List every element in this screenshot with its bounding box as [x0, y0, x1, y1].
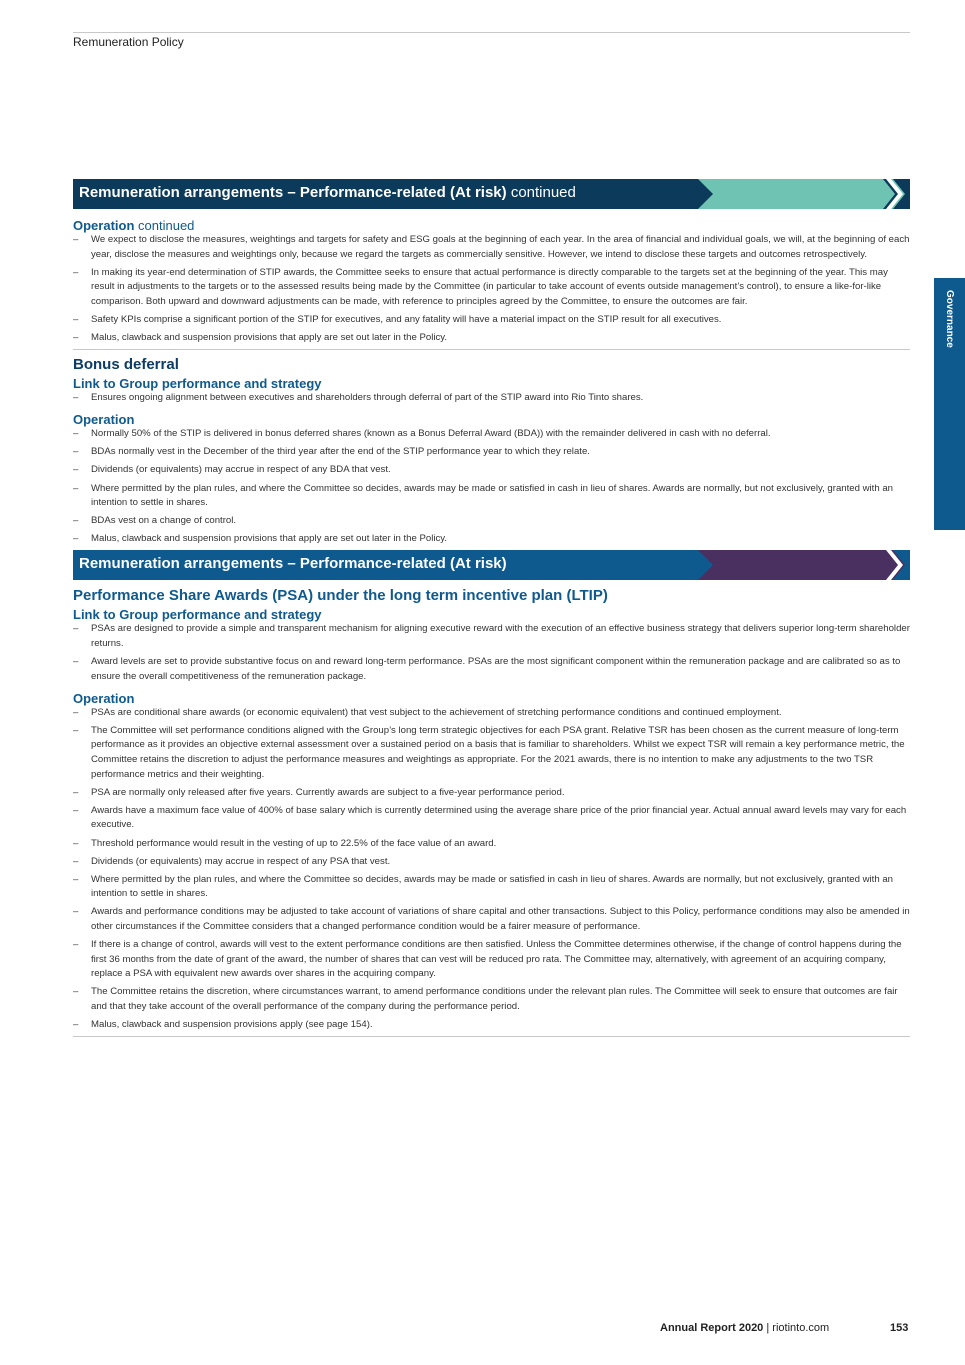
list-item: – We expect to disclose the measures, weightings and targets for safety and ESG goals at the beginning of each year. In the area of financial and individual goals, we will, at the beginning of each year, disclose the measures and weightings only, because we regard the targets as commercially sensitive. However, we intend to disclose these targets and outcomes retrospectively. [73, 233, 910, 262]
operation-continued-heading [73, 218, 910, 233]
list-item: – PSAs are conditional share awards (or economic equivalent) that vest subject to the achievement of stretching performance conditions and continued employment. [73, 706, 910, 721]
banner-title [79, 555, 507, 572]
page-header-title: Remuneration Policy [73, 35, 184, 49]
operation-heading-text: Operation [73, 218, 135, 233]
list-item: – Malus, clawback and suspension provisions apply (see page 154). [73, 1018, 910, 1033]
main-content [73, 179, 910, 1037]
list-item: – Where permitted by the plan rules, and where the Committee so decides, awards may be made or satisfied in cash in lieu of shares. Awards are normally, but not exclusively, granted with an intention to settle in shares. [73, 873, 910, 902]
footer-report-title: Annual Report 2020 [660, 1322, 764, 1334]
banner-performance-related-continued [73, 179, 910, 209]
banner-title-suffix: continued [510, 184, 576, 201]
banner-title-text: Remuneration arrangements – Performance-related (At risk) [79, 184, 507, 201]
bonus-operation-list [73, 427, 910, 547]
page-number: 153 [890, 1322, 909, 1334]
list-item: – Normally 50% of the STIP is delivered in bonus deferred shares (known as a Bonus Deferral Award (BDA)) with the remainder delivered in cash with no deferral. [73, 427, 910, 442]
list-item: – The Committee will set performance conditions aligned with the Group’s long term strategic objectives for each PSA grant. Relative TSR has been chosen as the current measure of long-term performance as it provides an objective external assessment over a sustained period on a basis that is familiar to shareholders. Whilst we expect TSR will remain a key performance metric, the Committee retains the discretion to adjust the performance measures and weightings as appropriate. For the 2021 awards, there is no intention to make any adjustments to the two TSR performance metrics and their weighting. [73, 724, 910, 782]
list-item: – If there is a change of control, awards will vest to the extent performance conditions are then satisfied. Unless the Committee determines otherwise, if the change of control happens during the first 36 months from the date of grant of the award, the number of shares that can vest will be reduced pro rata. The Committee may, alternatively, with agreement of an acquiring company, replace a PSA with equivalent new awards over shares in the acquiring company. [73, 938, 910, 982]
list-item: – PSAs are designed to provide a simple and transparent mechanism for aligning executive reward with the execution of an effective business strategy that delivers superior long-term shareholder returns. [73, 622, 910, 651]
list-item: – Malus, clawback and suspension provisions that apply are set out later in the Policy. [73, 331, 910, 346]
list-item: – Safety KPIs comprise a significant portion of the STIP for executives, and any fatality will have a material impact on the STIP result for all executives. [73, 313, 910, 328]
list-item: – In making its year-end determination of STIP awards, the Committee seeks to ensure that actual performance is directly comparable to the targets set at the beginning of the year. This may result in adjustments to the targets or to the assessed results being made by the Committee (in particular to take account of events outside management’s control), to ensure a like-for-like comparison. Both upward and downward adjustments can be made, with reference to principles agreed by the Committee, to ensure the outcomes are fair. [73, 266, 910, 310]
list-item: – PSA are normally only released after five years. Currently awards are subject to a five-year performance period. [73, 786, 910, 801]
banner-title [79, 184, 576, 201]
banner-performance-related [73, 550, 910, 580]
list-item: – Awards have a maximum face value of 400% of base salary which is currently determined using the average share price of the prior financial year. Actual annual award levels may vary for each executive. [73, 804, 910, 833]
list-item: – Malus, clawback and suspension provisions that apply are set out later in the Policy. [73, 532, 910, 547]
psa-link-heading: Link to Group performance and strategy [73, 607, 322, 623]
section-divider [73, 1036, 910, 1037]
list-item: – Dividends (or equivalents) may accrue in respect of any BDA that vest. [73, 463, 910, 478]
banner-title-text: Remuneration arrangements – Performance-related (At risk) [79, 555, 507, 573]
section-side-tab [934, 278, 965, 530]
side-tab-label: Governance [943, 290, 955, 348]
list-item: – BDAs vest on a change of control. [73, 514, 910, 529]
psa-link-list [73, 622, 910, 684]
psa-operation-heading: Operation [73, 690, 135, 706]
bonus-link-heading: Link to Group performance and strategy [73, 376, 322, 392]
bonus-link-list [73, 391, 910, 406]
footer-separator: | [766, 1322, 770, 1334]
list-item: – Ensures ongoing alignment between executives and shareholders through deferral of part of the STIP award into Rio Tinto shares. [73, 391, 910, 406]
list-item: – Threshold performance would result in the vesting of up to 22.5% of the face value of an award. [73, 837, 910, 852]
footer-website: riotinto.com [772, 1322, 830, 1334]
operation-continued-list [73, 233, 910, 346]
footer-report-info [660, 1322, 829, 1334]
list-item: – Where permitted by the plan rules, and where the Committee so decides, awards may be made or satisfied in cash in lieu of shares. Awards are normally, but not exclusively, granted with an intention to settle in shares. [73, 482, 910, 511]
bonus-operation-heading: Operation [73, 412, 135, 428]
operation-heading-suffix: continued [138, 218, 195, 233]
list-item: – The Committee retains the discretion, where circumstances warrant, to amend performance conditions under the relevant plan rules. The Committee will seek to ensure that outcomes are fair and that they take account of the overall performance of the company during the performance period. [73, 985, 910, 1014]
list-item: – Dividends (or equivalents) may accrue in respect of any PSA that vest. [73, 855, 910, 870]
psa-operation-list [73, 706, 910, 1033]
header-rule [73, 32, 910, 33]
bonus-deferral-title: Bonus deferral [73, 356, 179, 374]
psa-title: Performance Share Awards (PSA) under the long term incentive plan (LTIP) [73, 587, 608, 605]
list-item: – BDAs normally vest in the December of the third year after the end of the STIP performance year to which they relate. [73, 445, 910, 460]
list-item: – Awards and performance conditions may be adjusted to take account of variations of share capital and other transactions. Subject to this Policy, performance conditions may also be amended in other circumstances if the Committee considers that a changed performance condition would be a fairer measure of performance. [73, 905, 910, 934]
list-item: – Award levels are set to provide substantive focus on and reward long-term performance. PSAs are the most significant component within the remuneration package and are calibrated so as to ensure the overall competitiveness of the remuneration package. [73, 655, 910, 684]
